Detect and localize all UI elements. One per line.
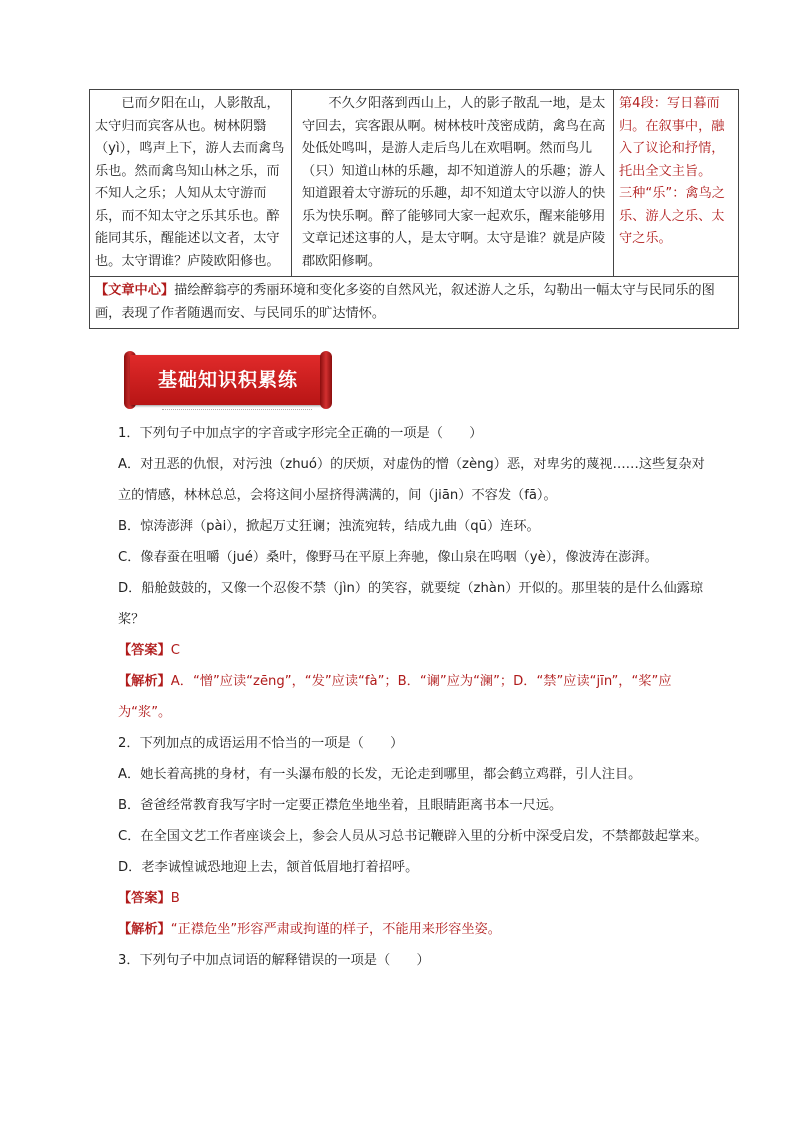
question-2-analysis [118,914,713,945]
question-1-option-d: D．船舱鼓鼓的，又像一个忍俊不禁（jìn）的笑容，就要绽（zhàn）开似的。那里装的是什么仙露琼桨？ [118,581,704,627]
analysis-label: 【解析】 [118,922,171,937]
question-2-answer [118,883,713,914]
question-2-option-a: A．她长着高挑的身材，有一头瀑布般的长发，无论走到哪里，都会鹤立鸡群，引人注目。 [118,767,642,782]
question-1-option-b: B．惊涛澎湃（pài），掀起万丈狂谰；浊流宛转，结成九曲（qū）连环。 [118,519,540,534]
article-center-cell [90,277,739,329]
original-text-cell: 已而夕阳在山，人影散乱，太守归而宾客从也。树林阴翳（yì），鸣声上下，游人去而禽鸟乐也。然而禽鸟知山林之乐，而不知人之乐；人知从太守游而乐，而不知太守之乐其乐也。醉能同其乐，醒能述以文者，太守也。太守谓谁？庐陵欧阳修也。 [90,90,292,277]
analysis-label: 【解析】 [118,674,171,689]
article-center-label: 【文章中心】 [95,283,175,298]
question-2-stem: 2．下列加点的成语运用不恰当的一项是（ ） [118,736,404,751]
three-joys-note: 三种“乐”：禽鸟之乐、游人之乐、太守之乐。 [619,186,725,246]
answer-value: C [170,643,180,658]
article-center-text: 描绘醉翁亭的秀丽环境和变化多姿的自然风光，叙述游人之乐，勾勒出一幅太守与民同乐的图画，表现了作者随遇而安、与民同乐的旷达情怀。 [95,283,715,321]
banner-underline [162,409,312,413]
table-row [90,277,739,329]
questions-area [118,418,713,976]
notes-cell [614,90,739,277]
question-1-analysis [118,666,713,728]
question-1-stem: 1．下列句子中加点字的字音或字形完全正确的一项是（ ） [118,426,483,441]
answer-label: 【答案】 [118,891,171,906]
answer-label: 【答案】 [118,643,171,658]
question-3-stem: 3．下列句子中加点词语的解释错误的一项是（ ） [118,953,430,968]
section-title: 基础知识积累练 [157,369,298,391]
question-2-option-d: D．老李诚惶诚恐地迎上去，颔首低眉地打着招呼。 [118,860,419,875]
question-1-option-a: A．对丑恶的仇恨，对污浊（zhuó）的厌烦，对虚伪的憎（zèng）恶，对卑劣的蔑视……这些复杂对立的情感，林林总总，会将这间小屋挤得满满的，间（jiān）不容发（fā）。 [118,457,705,503]
translation-table [89,89,739,329]
analysis-text: A．“憎”应读“zēng”，“发”应读“fà”；B．“谰”应为“澜”；D．“禁”应读“jīn”，“桨”应为“浆”。 [118,674,672,720]
question-2-option-c: C．在全国文艺工作者座谈会上，参会人员从习总书记鞭辟入里的分析中深受启发，不禁都鼓起掌来。 [118,829,708,844]
translation-cell: 不久夕阳落到西山上，人的影子散乱一地，是太守回去，宾客跟从啊。树林枝叶茂密成荫，禽鸟在高处低处鸣叫，是游人走后鸟儿在欢唱啊。然而鸟儿（只）知道山林的乐趣，却不知道游人的乐趣；游人知道跟着太守游玩的乐趣，却不知道太守以游人的快乐为快乐啊。醉了能够同大家一起欢乐，醒来能够用文章记述这事的人，是太守啊。太守是谁？就是庐陵郡欧阳修啊。 [292,90,614,277]
answer-value: B [170,891,180,906]
table-row [90,90,739,277]
paragraph-note: 第4段：写日暮而归。在叙事中，融入了议论和抒情，托出全文主旨。 [619,96,725,179]
analysis-text: “正襟危坐”形容严肃或拘谨的样子，不能用来形容坐姿。 [170,922,501,937]
question-2-option-b: B．爸爸经常教育我写字时一定要正襟危坐地坐着，且眼睛距离书本一尺远。 [118,798,563,813]
question-1-answer [118,635,713,666]
section-banner [122,347,336,413]
question-1-option-c: C．像春蚕在咀嚼（jué）桑叶，像野马在平原上奔驰，像山泉在呜咽（yè），像波涛在澎湃。 [118,550,658,565]
